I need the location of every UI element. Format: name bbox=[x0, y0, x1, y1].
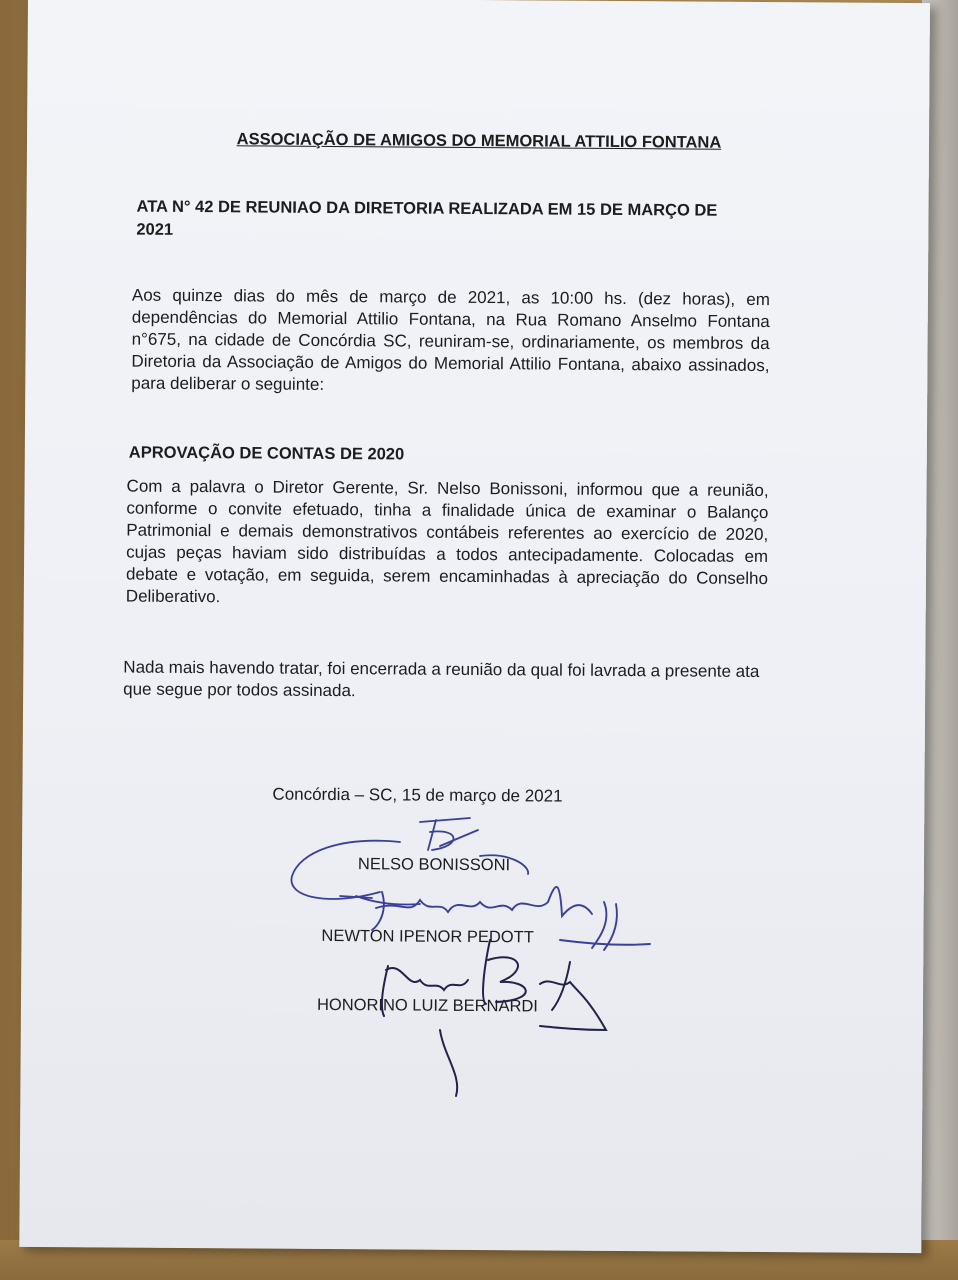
signatory-name-2: NEWTON IPENOR PEDOTT bbox=[321, 926, 534, 947]
signatory-name-3: HONORINO LUIZ BERNARDI bbox=[316, 995, 538, 1016]
closing-paragraph: Nada mais havendo tratar, foi encerrada a reunião da qual foi lavrada a presente ata que segue por todos assinada. bbox=[123, 657, 760, 701]
minutes-title: ATA N° 42 DE REUNIAO DA DIRETORIA REALIZADA EM 15 DE MARÇO DE 2021 bbox=[136, 197, 718, 239]
section-paragraph: Com a palavra o Diretor Gerente, Sr. Nelso Bonissoni, informou que a reunião, conforme o convite efetuado, tinha a finalidade única de examinar o Balanço Patrimonial e demais demonstrativos contábeis referentes ao exercício de 2020, cujas peças haviam sido distribuídas a todos antecipadamente. Colocadas em debate e votação, em seguida, serem encaminhadas à apreciação do Conselho Deliberativo. bbox=[125, 476, 769, 607]
document-page bbox=[19, 0, 930, 1253]
organization-title: ASSOCIAÇÃO DE AMIGOS DO MEMORIAL ATTILIO FONTANA bbox=[236, 130, 722, 152]
signatory-name-1: NELSO BONISSONI bbox=[357, 855, 511, 875]
place-date: Concórdia – SC, 15 de março de 2021 bbox=[272, 784, 563, 806]
section-heading: APROVAÇÃO DE CONTAS DE 2020 bbox=[128, 443, 405, 464]
opening-paragraph: Aos quinze dias do mês de março de 2021, as 10:00 hs. (dez horas), em dependências do Memorial Attilio Fontana, na Rua Romano Anselmo Fontana n°675, na cidade de Concórdia SC, reuniram-se, ordinariamente, os membros da Diretoria da Associação de Amigos do Memorial Attilio Fontana, abaixo assinados, para deliberar o seguinte: bbox=[131, 285, 770, 394]
